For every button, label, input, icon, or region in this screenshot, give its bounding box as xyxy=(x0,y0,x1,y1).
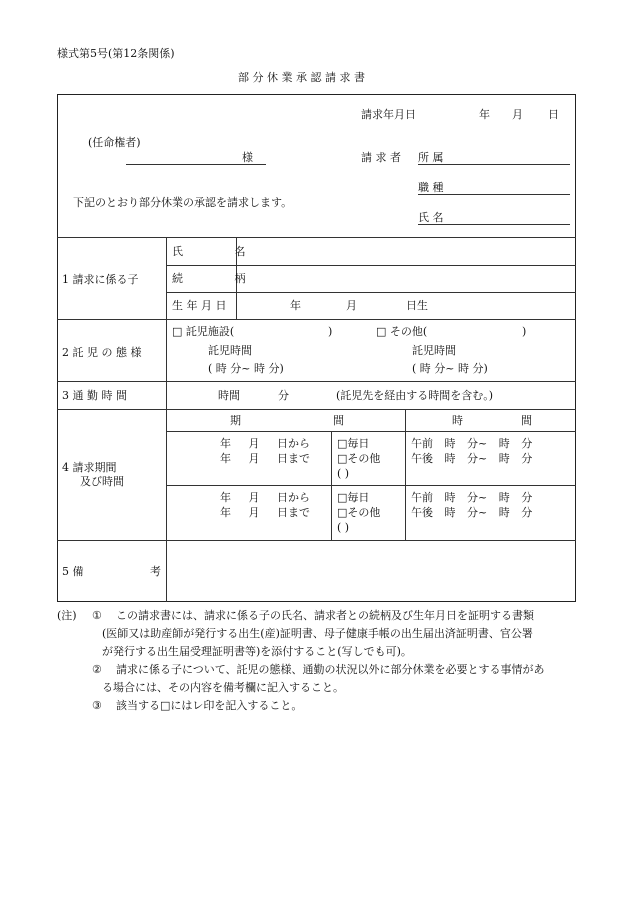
commute-hours: 時間 xyxy=(218,389,240,402)
date-day: 日 xyxy=(548,108,559,121)
child-name-text: 氏 名 xyxy=(172,245,270,258)
child-birth-label: 生 年 月 日 xyxy=(172,299,227,312)
row-divider xyxy=(57,237,576,238)
section-period-label: 4 請求期間 xyxy=(62,461,117,474)
birth-day: 日生 xyxy=(406,299,428,312)
date-month: 月 xyxy=(512,108,523,121)
care-other-close: ) xyxy=(522,325,527,338)
date-year: 年 xyxy=(479,108,490,121)
col-time2: 間 xyxy=(521,414,532,427)
other-checkbox[interactable]: □その他 xyxy=(337,452,381,465)
birth-year: 年 xyxy=(290,299,301,312)
row-divider xyxy=(166,265,576,266)
note-1-line: (医師又は助産師が発行する出生(産)証明書、母子健康手帳の出生届出済証明書、官公署 xyxy=(102,627,533,640)
appointer-label: (任命権者) xyxy=(88,136,141,149)
other-paren: ( ) xyxy=(337,521,350,534)
care-time-range: ( 時 分~ 時 分) xyxy=(208,362,284,375)
row-divider xyxy=(57,409,576,410)
row-divider xyxy=(166,292,576,293)
child-relation-text: 続 柄 xyxy=(172,272,270,285)
note-2-line: 請求に係る子について、託児の態様、通勤の状況以外に部分休業を必要とする事情があ xyxy=(116,663,545,676)
section-remarks-label: 5 備 xyxy=(62,565,84,578)
column-divider xyxy=(331,431,332,540)
note-1-mark: ① xyxy=(92,609,102,622)
form-number: 様式第5号(第12条関係) xyxy=(57,47,175,60)
position-label: 職 種 xyxy=(418,181,444,194)
note-2-line: る場合には、その内容を備考欄に記入すること。 xyxy=(102,681,344,694)
row-divider xyxy=(166,485,576,486)
section-period-label2: 及び時間 xyxy=(80,475,124,488)
form-title: 部 分 休 業 承 認 請 求 書 xyxy=(238,71,365,84)
affiliation-line[interactable] xyxy=(418,164,570,165)
care-facility-checkbox[interactable]: □ 託児施設( xyxy=(172,325,235,338)
request-date-label: 請求年月日 xyxy=(361,108,416,121)
col-period2: 間 xyxy=(333,414,344,427)
row-divider xyxy=(57,381,576,382)
col-period: 期 xyxy=(230,414,241,427)
section-remarks-label2: 考 xyxy=(150,565,161,578)
pm-time: 午後 時 分~ 時 分 xyxy=(411,452,533,465)
date-from: 年 月 日から xyxy=(220,437,310,450)
name-label: 氏 名 xyxy=(418,211,444,224)
am-time: 午前 時 分~ 時 分 xyxy=(411,437,533,450)
col-time: 時 xyxy=(452,414,463,427)
section-care-label: 2 託 児 の 態 様 xyxy=(62,346,142,359)
daily-checkbox[interactable]: □毎日 xyxy=(337,491,370,504)
child-name-label xyxy=(172,245,270,258)
appointer-line[interactable] xyxy=(126,164,266,165)
commute-note: (託児先を経由する時間を含む。) xyxy=(336,389,494,402)
care-time-label: 託児時間 xyxy=(208,344,252,357)
care-facility-close: ) xyxy=(328,325,333,338)
sama-label: 様 xyxy=(242,151,253,164)
row-divider xyxy=(166,431,576,432)
label-column-divider xyxy=(166,237,167,602)
note-2-mark: ② xyxy=(92,663,102,676)
date-to: 年 月 日まで xyxy=(220,452,310,465)
care-time-label: 託児時間 xyxy=(412,344,456,357)
section-child-label: 1 請求に係る子 xyxy=(62,273,139,286)
affiliation-label: 所 属 xyxy=(418,151,444,164)
birth-month: 月 xyxy=(346,299,357,312)
row-divider xyxy=(57,540,576,541)
requester-label: 請 求 者 xyxy=(361,151,401,164)
pm-time: 午後 時 分~ 時 分 xyxy=(411,506,533,519)
child-relation-label xyxy=(172,273,270,284)
other-paren: ( ) xyxy=(337,467,350,480)
care-other-checkbox[interactable]: □ その他( xyxy=(376,325,428,338)
commute-minutes: 分 xyxy=(278,389,289,402)
note-3-mark: ③ xyxy=(92,699,102,712)
name-line[interactable] xyxy=(418,224,570,225)
position-line[interactable] xyxy=(418,194,570,195)
daily-checkbox[interactable]: □毎日 xyxy=(337,437,370,450)
column-divider xyxy=(405,409,406,540)
note-1-line: が発行する出生届受理証明書等)を添付すること(写しでも可)。 xyxy=(102,645,412,658)
section-commute-label: 3 通 勤 時 間 xyxy=(62,389,127,402)
other-checkbox[interactable]: □その他 xyxy=(337,506,381,519)
date-to: 年 月 日まで xyxy=(220,506,310,519)
am-time: 午前 時 分~ 時 分 xyxy=(411,491,533,504)
note-3-line: 該当する□にはレ印を記入すること。 xyxy=(116,699,303,712)
note-1-line: この請求書には、請求に係る子の氏名、請求者との続柄及び生年月日を証明する書類 xyxy=(116,609,534,622)
date-from: 年 月 日から xyxy=(220,491,310,504)
care-time-range: ( 時 分~ 時 分) xyxy=(412,362,488,375)
row-divider xyxy=(57,319,576,320)
request-statement: 下記のとおり部分休業の承認を請求します。 xyxy=(73,196,293,209)
notes-prefix: (注) xyxy=(57,609,77,622)
